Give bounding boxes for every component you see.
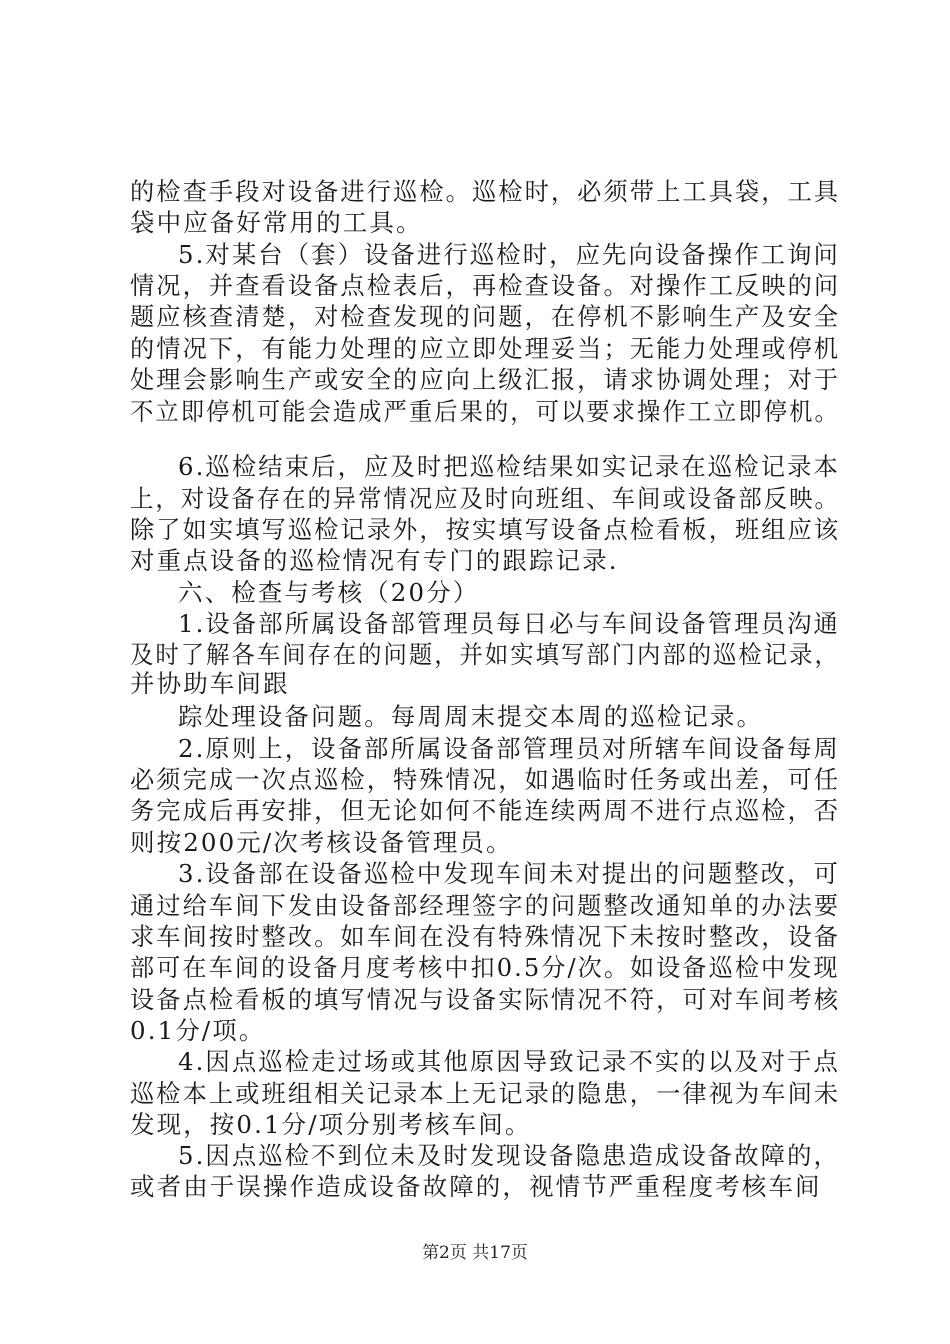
text-line: 对重点设备的巡检情况有专门的跟踪记录. — [130, 546, 619, 575]
text-line: 3.设备部在设备巡检中发现车间未对提出的问题整改，可 — [178, 859, 840, 888]
text-line: 题应核查清楚，对检查发现的问题，在停机不影响生产及安全 — [130, 302, 841, 331]
text-line: 的检查手段对设备进行巡检。巡检时，必须带上工具袋，工具 — [130, 177, 841, 206]
text-line: 袋中应备好常用的工具。 — [130, 208, 423, 237]
text-line: 5.因点巡检不到位未及时发现设备隐患造成设备故障的， — [178, 1141, 840, 1170]
text-line: 或者由于误操作造成设备故障的，视情节严重程度考核车间 — [130, 1172, 822, 1201]
text-line: 6.巡检结束后，应及时把巡检结果如实记录在巡检记录本 — [178, 452, 840, 481]
text-line: 务完成后再安排，但无论如何不能连续两周不进行点巡检，否 — [130, 796, 841, 825]
text-line: 2.原则上，设备部所属设备部管理员对所辖车间设备每周 — [178, 734, 840, 763]
text-line: 处理会影响生产或安全的应向上级汇报，请求协调处理；对于 — [130, 365, 841, 394]
text-line: 巡检本上或班组相关记录本上无记录的隐患，一律视为车间未 — [130, 1079, 841, 1108]
text-line: 踪处理设备问题。每周周末提交本周的巡检记录。 — [178, 702, 764, 731]
text-line: 发现，按0.1分/项分别考核车间。 — [130, 1110, 532, 1139]
text-line: 必须完成一次点巡检，特殊情况，如遇临时任务或出差，可任 — [130, 765, 841, 794]
text-line: 4.因点巡检走过场或其他原因导致记录不实的以及对于点 — [178, 1047, 840, 1076]
text-line: 部可在车间的设备月度考核中扣0.5分/次。如设备巡检中发现 — [130, 953, 840, 982]
text-line: 除了如实填写巡检记录外，按实填写设备点检看板，班组应该 — [130, 515, 841, 544]
text-line: 求车间按时整改。如车间在没有特殊情况下未按时整改，设备 — [130, 922, 841, 951]
section-heading: 六、检查与考核（20分） — [178, 578, 480, 607]
text-line: 设备点检看板的填写情况与设备实际情况不符，可对车间考核 — [130, 985, 841, 1014]
text-line: 则按200元/次考核设备管理员。 — [130, 828, 513, 857]
page-footer: 第2页 共17页 — [422, 1243, 528, 1263]
text-line: 不立即停机可能会造成严重后果的，可以要求操作工立即停机。 — [130, 397, 840, 426]
text-line: 0.1分/项。 — [130, 1016, 266, 1045]
text-line: 5.对某台（套）设备进行巡检时，应先向设备操作工询问 — [178, 240, 840, 269]
text-line: 情况，并查看设备点检表后，再检查设备。对操作工反映的问 — [130, 271, 841, 300]
text-line: 并协助车间跟 — [130, 669, 290, 698]
text-line: 1.设备部所属设备部管理员每日必与车间设备管理员沟通 — [178, 609, 840, 638]
text-line: 上，对设备存在的异常情况应及时向班组、车间或设备部反映。 — [130, 484, 840, 513]
text-line: 及时了解各车间存在的问题，并如实填写部门内部的巡检记录， — [130, 640, 840, 669]
text-line: 的情况下，有能力处理的应立即处理妥当；无能力处理或停机 — [130, 334, 841, 363]
text-line: 通过给车间下发由设备部经理签字的问题整改通知单的办法要 — [130, 891, 841, 920]
